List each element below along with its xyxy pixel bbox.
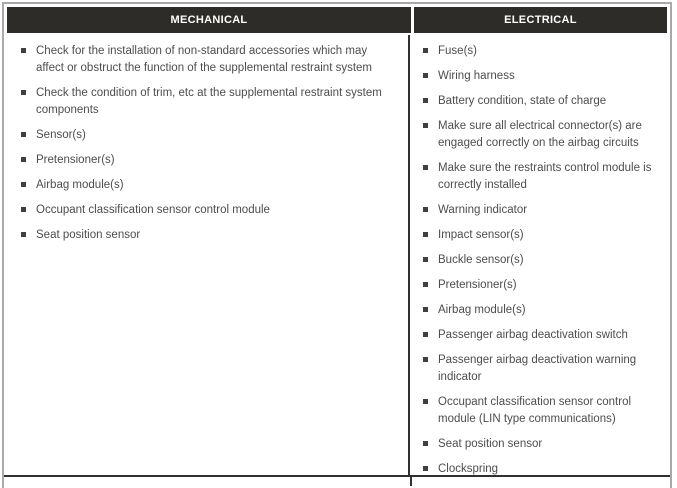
list-item — [423, 118, 663, 152]
list-item — [21, 43, 397, 77]
list-item — [423, 68, 663, 85]
list-item-text: Passenger airbag deactivation warning indicator — [438, 354, 637, 383]
list-item — [423, 352, 663, 386]
bullet-square-icon — [423, 399, 428, 404]
list-item — [423, 43, 663, 60]
list-item — [423, 394, 663, 428]
bullet-square-icon — [423, 357, 428, 362]
bullet-square-icon — [21, 157, 26, 162]
list-item-text: Sensor(s) — [36, 129, 86, 141]
list-item — [423, 461, 663, 478]
list-item — [21, 177, 397, 194]
bullet-square-icon — [423, 98, 428, 103]
list-item-text: Occupant classification sensor control module (LIN type communications) — [438, 396, 632, 425]
list-item-text: Make sure the restraints control module is correctly installed — [438, 162, 652, 191]
mechanical-column-cell — [4, 35, 410, 475]
list-item-text: Seat position sensor — [438, 438, 543, 450]
list-item-text: Clockspring — [438, 463, 499, 475]
bullet-square-icon — [423, 165, 428, 170]
list-item — [21, 85, 397, 119]
list-item — [423, 93, 663, 110]
table-header-row — [4, 4, 670, 35]
bullet-square-icon — [423, 282, 428, 287]
list-item-text: Occupant classification sensor control module — [36, 204, 270, 216]
table-body-row — [4, 35, 670, 477]
list-item-text: Pretensioner(s) — [438, 279, 517, 291]
list-item — [423, 277, 663, 294]
bullet-square-icon — [423, 466, 428, 471]
bullet-square-icon — [21, 182, 26, 187]
next-row-stub — [4, 477, 670, 486]
list-item — [21, 227, 397, 244]
list-item-text: Impact sensor(s) — [438, 229, 524, 241]
list-item-text: Seat position sensor — [36, 229, 141, 241]
list-item-text: Airbag module(s) — [438, 304, 526, 316]
list-item — [423, 327, 663, 344]
list-item-text: Buckle sensor(s) — [438, 254, 524, 266]
bullet-square-icon — [423, 441, 428, 446]
bullet-square-icon — [21, 132, 26, 137]
bullet-square-icon — [21, 207, 26, 212]
electrical-items-list — [423, 43, 663, 478]
list-item-text: Make sure all electrical connector(s) are engaged correctly on the airbag circuits — [438, 120, 642, 149]
list-item-text: Battery condition, state of charge — [438, 95, 607, 107]
inspection-table — [2, 2, 672, 488]
list-item — [21, 127, 397, 144]
mechanical-column-header: MECHANICAL — [7, 7, 411, 33]
list-item-text: Check the condition of trim, etc at the supplemental restraint system components — [36, 87, 382, 116]
bullet-square-icon — [21, 48, 26, 53]
bullet-square-icon — [423, 207, 428, 212]
bullet-square-icon — [21, 232, 26, 237]
list-item-text: Pretensioner(s) — [36, 154, 115, 166]
electrical-column-cell — [410, 35, 670, 475]
bullet-square-icon — [423, 307, 428, 312]
list-item — [423, 436, 663, 453]
bullet-square-icon — [423, 332, 428, 337]
list-item-text: Fuse(s) — [438, 45, 477, 57]
list-item-text: Check for the installation of non-standard accessories which may affect or obstruct the function of the supplemental restraint system — [36, 45, 373, 74]
list-item — [423, 160, 663, 194]
column-divider — [410, 477, 412, 486]
bullet-square-icon — [423, 232, 428, 237]
bullet-square-icon — [423, 257, 428, 262]
list-item — [21, 202, 397, 219]
list-item — [423, 302, 663, 319]
list-item-text: Warning indicator — [438, 204, 528, 216]
bullet-square-icon — [423, 48, 428, 53]
bullet-square-icon — [21, 90, 26, 95]
electrical-column-header: ELECTRICAL — [414, 7, 667, 33]
list-item-text: Wiring harness — [438, 70, 515, 82]
list-item — [423, 227, 663, 244]
bullet-square-icon — [423, 123, 428, 128]
mechanical-items-list — [21, 43, 397, 244]
list-item-text: Airbag module(s) — [36, 179, 124, 191]
list-item — [423, 252, 663, 269]
list-item — [21, 152, 397, 169]
bullet-square-icon — [423, 73, 428, 78]
list-item-text: Passenger airbag deactivation switch — [438, 329, 628, 341]
list-item — [423, 202, 663, 219]
